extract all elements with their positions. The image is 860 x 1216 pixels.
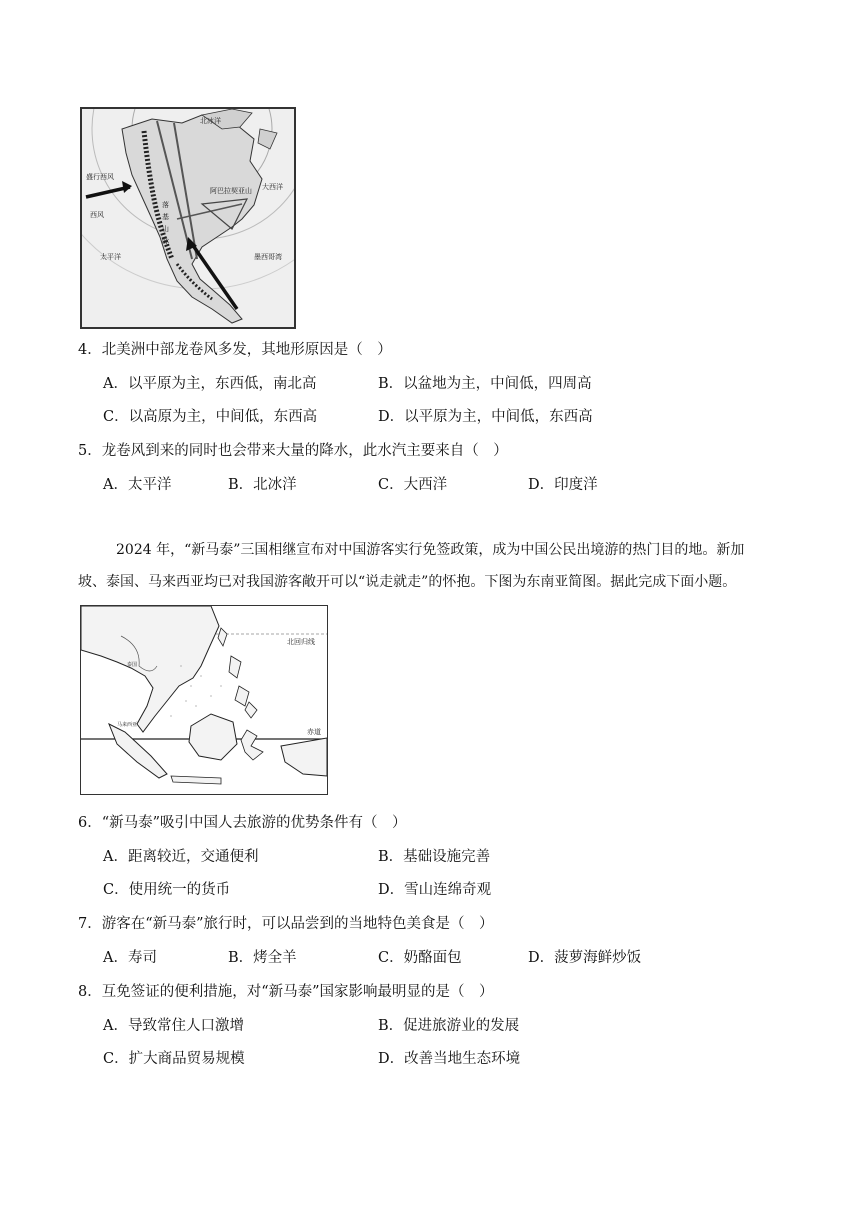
malaysia-label: 马来西亚 (117, 722, 138, 728)
rockies-char-3: 山 (162, 225, 169, 233)
southeast-asia-map (80, 605, 328, 795)
mountain-label: 阿巴拉契亚山 (210, 187, 252, 195)
q8-option-b[interactable]: B．促进旅游业的发展 (378, 1018, 520, 1034)
q7-option-a[interactable]: A．寿司 (103, 950, 157, 966)
q5-option-a[interactable]: A．太平洋 (103, 477, 172, 493)
q5-option-c[interactable]: C．大西洋 (378, 477, 448, 493)
q6-option-a[interactable]: A．距离较近，交通便利 (103, 849, 259, 865)
q4-option-d[interactable]: D．以平原为主，中间低，东西高 (378, 409, 593, 425)
q8-option-c[interactable]: C．扩大商品贸易规模 (103, 1051, 245, 1067)
atlantic-label: 大西洋 (262, 183, 283, 191)
q7-option-b[interactable]: B．烤全羊 (228, 950, 297, 966)
q6-option-b[interactable]: B．基础设施完善 (378, 849, 491, 865)
q8-option-a[interactable]: A．导致常住人口激增 (103, 1018, 244, 1034)
rockies-char-4: 脉 (162, 237, 169, 245)
pacific-label: 太平洋 (100, 253, 121, 261)
north-america-map (80, 107, 296, 329)
wind-label: 西风 (90, 211, 104, 219)
passage-line-1: 2024 年，“新马泰”三国相继宣布对中国游客实行免签政策，成为中国公民出境游的热门目的地。新加 (116, 542, 745, 558)
q5-option-b[interactable]: B．北冰洋 (228, 477, 297, 493)
westerlies-label: 盛行西风 (86, 173, 114, 181)
q4-option-c[interactable]: C．以高原为主，中间低，东西高 (103, 409, 318, 425)
passage-line-2: 坡、泰国、马来西亚均已对我国游客敞开可以“说走就走”的怀抱。下图为东南亚简图。据此完成下面小题。 (78, 574, 737, 590)
q6-option-c[interactable]: C．使用统一的货币 (103, 882, 231, 898)
q5-option-d[interactable]: D．印度洋 (528, 477, 598, 493)
q7-option-c[interactable]: C．奶酪面包 (378, 950, 462, 966)
q6-option-d[interactable]: D．雪山连绵奇观 (378, 882, 492, 898)
equator-label: 赤道 (307, 728, 321, 736)
q7-option-d[interactable]: D．菠萝海鲜炒饭 (528, 950, 642, 966)
q8-stem: 8．互免签证的便利措施，对“新马泰”国家影响最明显的是（ ） (78, 984, 494, 1000)
thailand-label: 泰国 (127, 662, 138, 668)
q4-option-b[interactable]: B．以盆地为主，中间低，四周高 (378, 376, 592, 392)
north-america-map-graphic (82, 109, 294, 327)
southeast-asia-map-graphic (81, 606, 327, 794)
q6-stem: 6．“新马泰”吸引中国人去旅游的优势条件有（ ） (78, 815, 407, 831)
rockies-char-1: 落 (162, 201, 169, 209)
q4-stem: 4．北美洲中部龙卷风多发，其地形原因是（ ） (78, 342, 392, 358)
gulf-label: 墨西哥湾 (254, 253, 282, 261)
q5-stem: 5．龙卷风到来的同时也会带来大量的降水，此水汽主要来自（ ） (78, 443, 508, 459)
arctic-label: 北冰洋 (200, 117, 221, 125)
tropic-of-cancer-label: 北回归线 (287, 638, 315, 646)
rockies-char-2: 基 (162, 213, 169, 221)
q8-option-d[interactable]: D．改善当地生态环境 (378, 1051, 521, 1067)
q7-stem: 7．游客在“新马泰”旅行时，可以品尝到的当地特色美食是（ ） (78, 916, 494, 932)
q4-option-a[interactable]: A．以平原为主，东西低，南北高 (103, 376, 317, 392)
